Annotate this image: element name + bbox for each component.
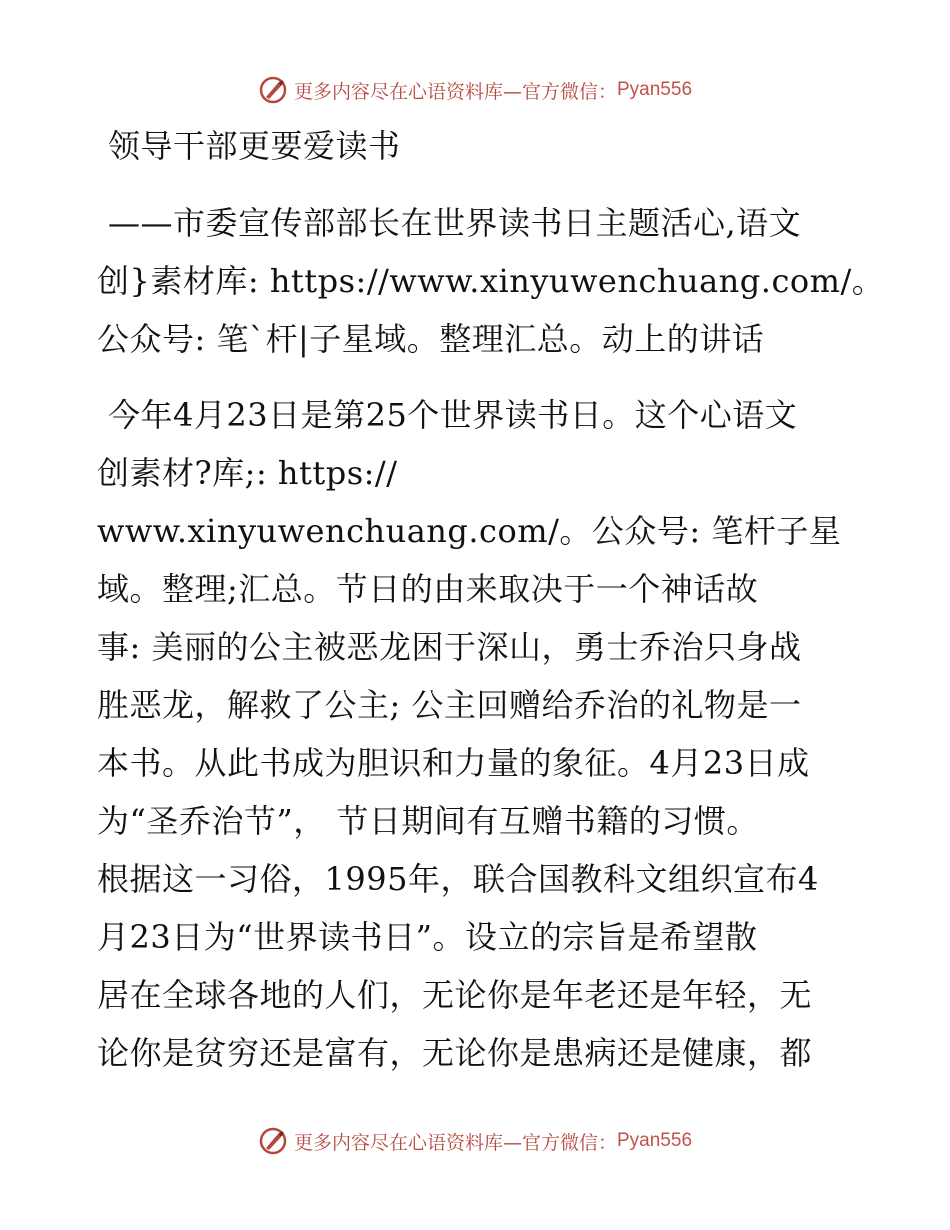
footer-watermark-banner xyxy=(0,1123,950,1159)
pen-logo-icon xyxy=(258,1126,288,1156)
body-line: 根据这一习俗，1995年，联合国教科文组织宣布4 xyxy=(97,860,819,898)
body-line: 月23日为“世界读书日”。设立的宗旨是希望散 xyxy=(97,918,758,956)
body-line: 创素材?库;: https:// xyxy=(97,454,398,492)
banner-text: 更多内容尽在心语资料库—官方微信： xyxy=(293,1131,617,1154)
header-watermark-banner xyxy=(0,72,950,108)
subtitle-line: ——市委宣传部部长在世界读书日主题活心,语文 xyxy=(108,204,802,242)
subtitle-line: 创}素材库: https://www.xinyuwenchuang.com/。 xyxy=(97,262,885,300)
document-title: 领导干部更要爱读书 xyxy=(108,127,401,165)
body-line: 论你是贫穷还是富有，无论你是患病还是健康，都 xyxy=(97,1034,813,1072)
body-line: 域。整理;汇总。节日的由来取决于一个神话故 xyxy=(97,570,759,608)
subtitle-line: 公众号: 笔`杆|子星域。整理汇总。动上的讲话 xyxy=(97,320,765,358)
banner-wechat-id: Pyan556 xyxy=(617,79,693,100)
banner-wechat-id: Pyan556 xyxy=(617,1130,693,1151)
body-line: 居在全球各地的人们，无论你是年老还是年轻，无 xyxy=(97,976,813,1014)
pen-logo-icon xyxy=(258,75,288,105)
body-line: 事: 美丽的公主被恶龙困于深山，勇士乔治只身战 xyxy=(97,628,802,666)
body-line: 胜恶龙，解救了公主; 公主回赠给乔治的礼物是一 xyxy=(97,686,802,724)
body-line: www.xinyuwenchuang.com/。公众号: 笔杆子星 xyxy=(97,512,842,550)
body-line: 今年4月23日是第25个世界读书日。这个心语文 xyxy=(108,396,798,434)
body-line: 本书。从此书成为胆识和力量的象征。4月23日成 xyxy=(97,744,810,782)
body-line: 为“圣乔治节”， 节日期间有互赠书籍的习惯。 xyxy=(97,802,759,840)
banner-text: 更多内容尽在心语资料库—官方微信： xyxy=(293,80,617,103)
